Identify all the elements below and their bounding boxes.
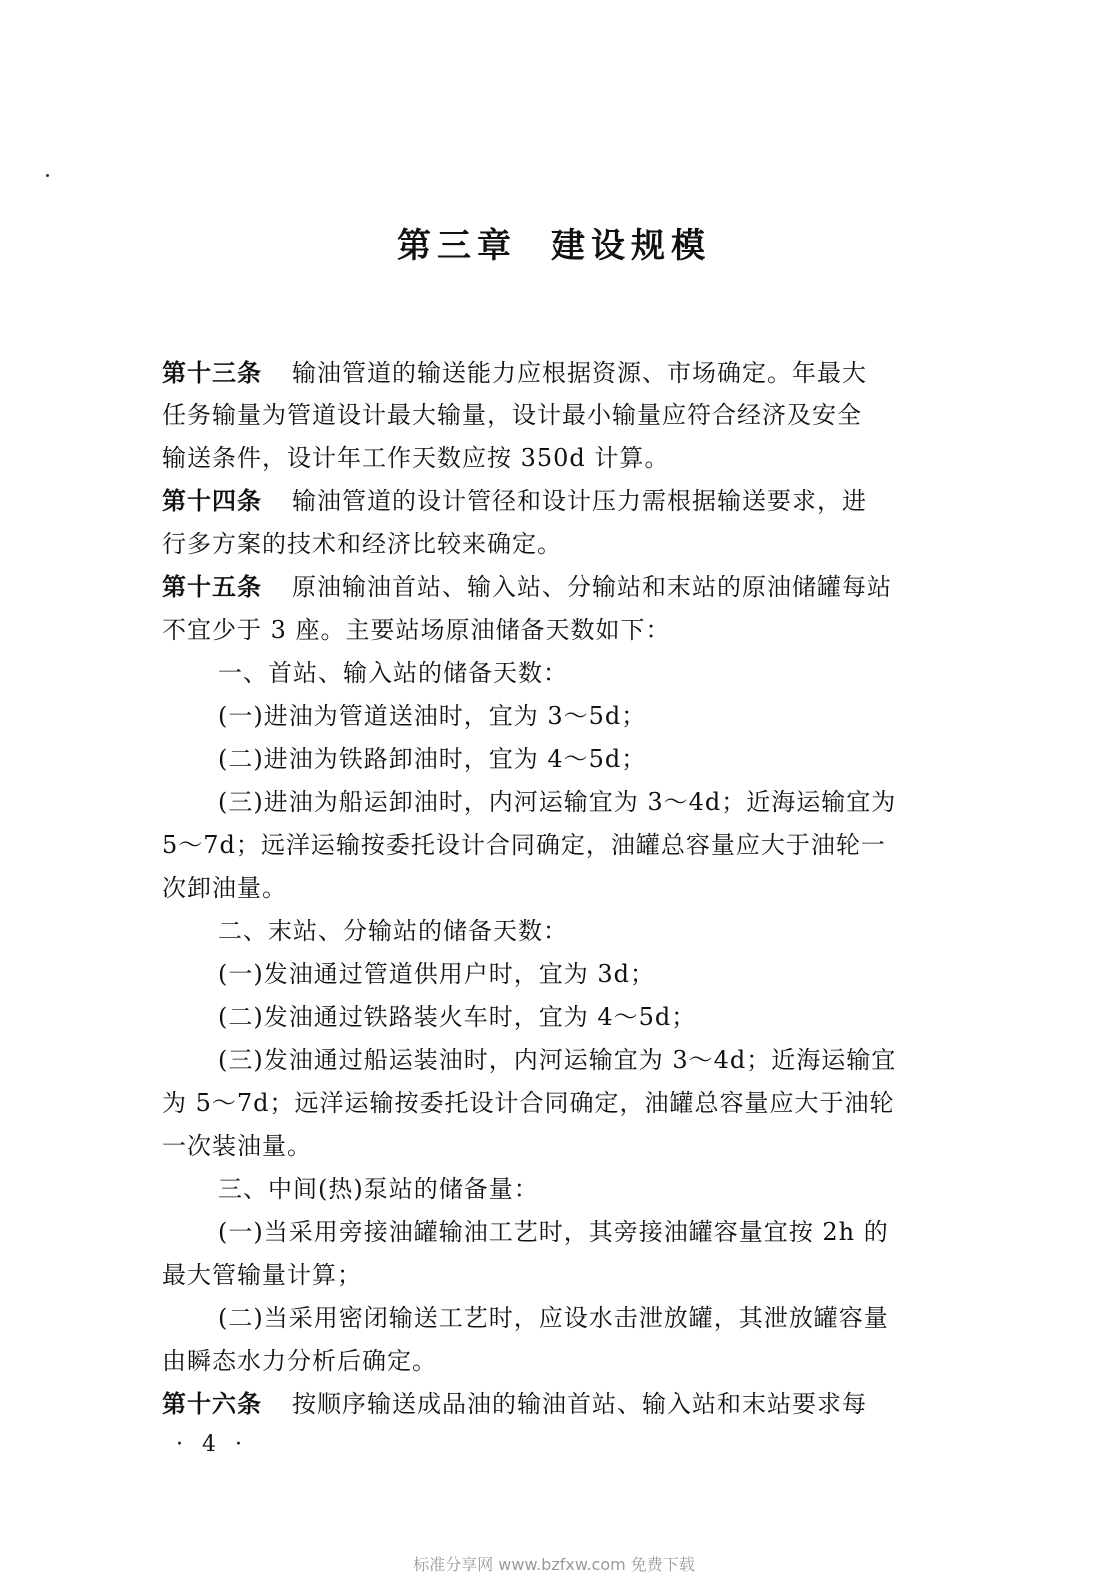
article-14-line-1: 第十四条 输油管道的设计管径和设计压力需根据输送要求，进: [162, 487, 867, 515]
article-15-item-1-heading: 一、首站、输入站的储备天数：: [218, 659, 568, 687]
article-13-line-1: 第十三条 输油管道的输送能力应根据资源、市场确定。年最大: [162, 359, 867, 387]
article-16-label: 第十六条: [162, 1390, 262, 1418]
article-15-line-1: 第十五条 原油输油首站、输入站、分输站和末站的原油储罐每站: [162, 573, 892, 601]
page-number: · 4 ·: [176, 1432, 248, 1457]
chapter-title: [0, 218, 1108, 267]
article-15-line-2: 不宜少于 3 座。主要站场原油储备天数如下：: [162, 616, 671, 644]
stray-mark: [46, 174, 49, 177]
article-15-item-3-1: (一)当采用旁接油罐输油工艺时，其旁接油罐容量宜按 2h 的: [218, 1218, 889, 1246]
article-15-item-2-2: (二)发油通过铁路装火车时，宜为 4～5d；: [218, 1003, 697, 1031]
article-15-item-3-1-cont: 最大管输量计算；: [162, 1261, 362, 1289]
article-15-item-3-2: (二)当采用密闭输送工艺时，应设水击泄放罐，其泄放罐容量: [218, 1304, 889, 1332]
article-13-line-2: 任务输量为管道设计最大输量，设计最小输量应符合经济及安全: [162, 401, 862, 429]
article-15-item-1-3-cont-1: 5～7d；远洋运输按委托设计合同确定，油罐总容量应大于油轮一: [162, 831, 886, 859]
article-14-label: 第十四条: [162, 487, 262, 515]
watermark: 标准分享网 www.bzfxw.com 免费下载: [413, 1555, 695, 1574]
article-15-item-2-3-cont-1: 为 5～7d；远洋运输按委托设计合同确定，油罐总容量应大于油轮: [162, 1089, 895, 1117]
article-15-item-3-heading: 三、中间(热)泵站的储备量：: [218, 1175, 539, 1203]
chapter-number: 第三章: [397, 226, 517, 266]
article-15-item-2-1: (一)发油通过管道供用户时，宜为 3d；: [218, 960, 655, 988]
article-15-item-1-1: (一)进油为管道送油时，宜为 3～5d；: [218, 702, 647, 730]
article-15-label: 第十五条: [162, 573, 262, 601]
article-15-item-1-2: (二)进油为铁路卸油时，宜为 4～5d；: [218, 745, 647, 773]
article-15-item-2-heading: 二、末站、分输站的储备天数：: [218, 917, 568, 945]
article-13-line-3: 输送条件，设计年工作天数应按 350d 计算。: [162, 444, 670, 472]
article-15-item-2-3-cont-2: 一次装油量。: [162, 1132, 312, 1160]
article-15-item-1-3: (三)进油为船运卸油时，内河运输宜为 3～4d；近海运输宜为: [218, 788, 897, 816]
article-16-line-1: 第十六条 按顺序输送成品油的输油首站、输入站和末站要求每: [162, 1390, 867, 1418]
article-15-item-1-3-cont-2: 次卸油量。: [162, 874, 287, 902]
article-13-label: 第十三条: [162, 359, 262, 387]
article-15-item-2-3: (三)发油通过船运装油时，内河运输宜为 3～4d；近海运输宜: [218, 1046, 897, 1074]
article-14-line-2: 行多方案的技术和经济比较来确定。: [162, 530, 562, 558]
article-15-item-3-2-cont: 由瞬态水力分析后确定。: [162, 1347, 437, 1375]
chapter-name: 建设规模: [551, 226, 711, 266]
